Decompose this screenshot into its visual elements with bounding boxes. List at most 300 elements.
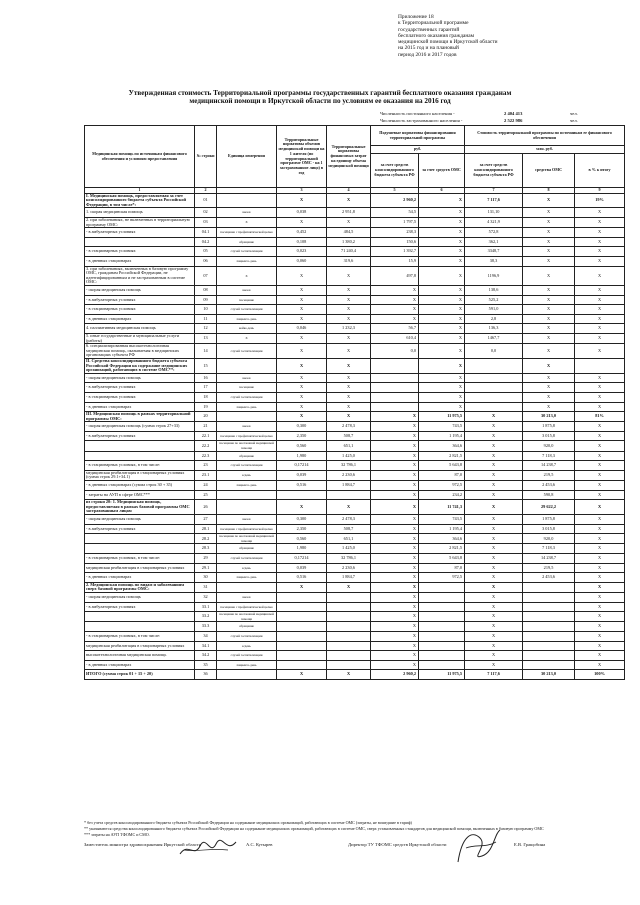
row-volume-norm [277,602,327,612]
row-oms-cost [523,641,575,651]
header-unit: Единица измерения [217,126,277,188]
row-budget-per-capita: 150,6 [371,237,419,247]
row-cost-norm: 508,7 [327,524,371,534]
row-budget-cost: 525,2 [465,295,523,305]
row-budget-per-capita: Х [371,534,419,544]
insured-population-unit: чел. [570,117,578,123]
row-name: - в стационарных условиях [85,305,195,315]
row-name [85,612,195,622]
row-number: 33.1 [195,602,217,612]
row-name: 1. скорая медицинская помощь [85,208,195,218]
row-unit [217,582,277,592]
row-number: 22.3 [195,451,217,461]
row-volume-norm: Х [277,314,327,324]
row-oms-per-capita: 234,2 [419,490,465,500]
row-oms-per-capita [419,602,465,612]
row-volume-norm: Х [277,295,327,305]
row-name: - в дневных стационарах [85,257,195,267]
row-number: 08 [195,286,217,296]
row-oms-per-capita: 743,5 [419,422,465,432]
row-volume-norm: Х [277,412,327,422]
row-number: 23.1 [195,470,217,480]
row-budget-per-capita: Х [371,500,419,515]
row-budget-per-capita: Х [371,612,419,622]
row-unit: обращение [217,451,277,461]
row-number: 05 [195,247,217,257]
row-unit: посещение с профилактической целью [217,228,277,238]
table-row [85,295,625,305]
row-number: 26 [195,500,217,515]
row-name: - скорая медицинская помощь [85,592,195,602]
row-number: 22.2 [195,441,217,451]
document-title [60,89,580,105]
column-number: 6 [419,188,465,194]
row-oms-cost [523,612,575,622]
row-volume-norm: 0,17214 [277,461,327,471]
row-cost-norm: Х [327,193,371,208]
row-cost-norm: Х [327,373,371,383]
row-cost-norm: 651,1 [327,441,371,451]
row-oms-per-capita: Х [419,193,465,208]
row-unit: обращение [217,622,277,632]
row-cost-norm: Х [327,218,371,228]
table-row [85,358,625,373]
row-oms-per-capita: Х [419,257,465,267]
table-row [85,218,625,228]
row-budget-cost: 572,8 [465,228,523,238]
row-budget-cost [465,402,523,412]
row-percent: Х [575,324,625,334]
row-volume-norm: 0,038 [277,208,327,218]
row-unit: вызов [217,286,277,296]
row-cost-norm: Х [327,412,371,422]
table-row [85,544,625,554]
table-row [85,286,625,296]
row-cost-norm: Х [327,670,371,680]
row-unit: Х [217,266,277,285]
row-oms-cost: 14 238,7 [523,553,575,563]
row-oms-per-capita [419,651,465,661]
table-row [85,573,625,583]
row-oms-per-capita: Х [419,324,465,334]
row-oms-cost: Х [523,314,575,324]
row-name: - в дневных стационарах [85,314,195,324]
table-row [85,193,625,208]
row-unit: пациенто-день [217,314,277,324]
row-budget-cost: 3348,7 [465,247,523,257]
row-budget-cost: Х [465,612,523,622]
row-volume-norm: Х [277,358,327,373]
row-budget-per-capita: Х [371,631,419,641]
row-oms-per-capita: Х [419,373,465,383]
row-budget-cost: 591,0 [465,305,523,315]
row-oms-per-capita: 364,6 [419,534,465,544]
row-name [85,441,195,451]
row-unit: посещение по неотложной медицинской помощи [217,534,277,544]
row-cost-norm: 1 884,7 [327,573,371,583]
row-cost-norm: Х [327,314,371,324]
row-budget-per-capita: 497,8 [371,266,419,285]
row-percent: Х [575,573,625,583]
row-cost-norm: 2 478,3 [327,515,371,525]
row-volume-norm [277,641,327,651]
table-row [85,412,625,422]
row-cost-norm [327,592,371,602]
row-unit: посещение [217,295,277,305]
row-cost-norm: 319,6 [327,257,371,267]
row-unit: вызов [217,592,277,602]
row-name: медицинская реабилитация в стационарных условиях [85,563,195,573]
row-volume-norm: Х [277,344,327,359]
header-row-number: № строки [195,126,217,188]
row-oms-per-capita: 87,0 [419,470,465,480]
row-cost-norm: 2 230,6 [327,563,371,573]
row-number: 04.1 [195,228,217,238]
row-percent: Х [575,631,625,641]
row-unit: вызов [217,422,277,432]
row-budget-per-capita: Х [371,660,419,670]
header-budget-cost: за счет средств консолидированного бюджета субъекта РФ [465,154,523,188]
row-percent: Х [575,515,625,525]
row-number: 06 [195,257,217,267]
table-row [85,470,625,480]
row-cost-norm: Х [327,392,371,402]
table-row [85,383,625,393]
row-oms-cost: Х [523,286,575,296]
row-volume-norm: 0,17214 [277,553,327,563]
row-name: из строки 20: 1. Медицинская помощь, предоставляемая в рамках базовой программы ОМС застрахованным лицам [85,500,195,515]
row-name: - в амбулаторных условиях [85,524,195,534]
table-row [85,592,625,602]
row-percent: 19% [575,193,625,208]
table-row [85,553,625,563]
row-volume-norm: 0,516 [277,573,327,583]
title-line: медицинской помощи в Иркутской области по условиям ее оказания на 2016 год [189,97,451,106]
insured-population-value: 2 522 986 [504,117,523,123]
row-number: 22.1 [195,431,217,441]
title-line: Утвержденная стоимость Территориальной программы государственных гарантий бесплатного оказания гражданам [128,89,512,97]
row-name: - скорая медицинская помощь [85,286,195,296]
row-budget-cost: 7 117,6 [465,670,523,680]
row-volume-norm [277,622,327,632]
row-unit [217,490,277,500]
row-cost-norm: 71 240,4 [327,247,371,257]
row-name: 5. иные государственные и муниципальные услуги (работы) [85,333,195,343]
table-row [85,257,625,267]
row-budget-per-capita: Х [371,651,419,661]
row-budget-cost: Х [465,412,523,422]
row-oms-cost [523,651,575,661]
row-budget-cost: 38,3 [465,257,523,267]
row-budget-cost: Х [465,431,523,441]
row-cost-norm: 2 951,8 [327,208,371,218]
row-percent: Х [575,305,625,315]
row-unit: посещение по неотложной медицинской помощи [217,441,277,451]
row-cost-norm: Х [327,500,371,515]
row-budget-per-capita: Х [371,515,419,525]
program-cost-table [84,125,625,680]
row-number: 20 [195,412,217,422]
population-value: 2 404 413 [504,111,523,116]
row-cost-norm: 1 884,7 [327,481,371,491]
row-oms-per-capita [419,622,465,632]
table-row [85,670,625,680]
row-unit: вызов [217,373,277,383]
row-budget-cost: 2,8 [465,314,523,324]
row-number: 07 [195,266,217,285]
signatory-left-name: А.С. Кутырев [246,842,273,847]
row-name: - в амбулаторных условиях [85,295,195,305]
row-name: - в амбулаторных условиях [85,383,195,393]
footnotes [84,820,624,837]
row-budget-cost: Х [465,500,523,515]
row-volume-norm: 1,980 [277,544,327,554]
row-oms-cost [523,631,575,641]
row-volume-norm: 0,060 [277,257,327,267]
row-oms-cost: Х [523,228,575,238]
row-oms-cost: 29 622,2 [523,500,575,515]
header-percent: в % к итогу [575,154,625,188]
row-cost-norm: Х [327,402,371,412]
row-volume-norm: Х [277,286,327,296]
row-volume-norm: Х [277,266,327,285]
row-oms-cost: Х [523,373,575,383]
row-budget-cost: Х [465,544,523,554]
row-number: 19 [195,402,217,412]
row-oms-cost: 219,5 [523,470,575,480]
row-oms-per-capita: 11 975,5 [419,670,465,680]
row-budget-per-capita: 2 960,2 [371,193,419,208]
row-unit: к/день [217,470,277,480]
row-volume-norm: Х [277,670,327,680]
table-row [85,441,625,451]
row-unit: посещение [217,383,277,393]
row-volume-norm: Х [277,218,327,228]
row-budget-cost: Х [465,563,523,573]
row-unit: случай госпитализации [217,344,277,359]
row-number: 34 [195,631,217,641]
row-unit: случай госпитализации [217,631,277,641]
row-name: - в стационарных условиях [85,247,195,257]
column-number: 4 [327,188,371,194]
row-cost-norm: 1 425,0 [327,451,371,461]
table-row [85,651,625,661]
row-unit: пациенто-день [217,573,277,583]
row-volume-norm: Х [277,305,327,315]
row-percent: Х [575,286,625,296]
row-unit: обращение [217,544,277,554]
row-oms-cost [523,602,575,612]
row-oms-per-capita: Х [419,266,465,285]
row-number: 34.2 [195,651,217,661]
row-budget-cost [465,392,523,402]
row-budget-cost: 7 117,6 [465,193,523,208]
row-oms-cost: Х [523,257,575,267]
row-oms-cost: Х [523,247,575,257]
row-percent: Х [575,641,625,651]
row-cost-norm: 2 478,3 [327,422,371,432]
row-unit: вызов [217,208,277,218]
row-budget-per-capita: Х [371,582,419,592]
row-oms-per-capita: Х [419,402,465,412]
column-number: 7 [465,188,523,194]
row-name [85,544,195,554]
table-row [85,524,625,534]
row-oms-cost: 30 213,0 [523,412,575,422]
row-volume-norm: 0,560 [277,441,327,451]
row-volume-norm: 2,350 [277,431,327,441]
row-oms-cost: Х [523,324,575,334]
row-budget-per-capita: 1 392,7 [371,247,419,257]
row-percent: Х [575,441,625,451]
signatory-right-name: Е.В. Гращобина [514,842,546,847]
row-volume-norm [277,490,327,500]
row-unit: случай госпитализации [217,651,277,661]
signatory-left-title: Заместитель министра здравоохранения Иркутской области [84,842,202,847]
row-oms-per-capita: 364,6 [419,441,465,451]
row-name [85,451,195,461]
row-percent: 100% [575,670,625,680]
row-unit: койко-день [217,324,277,334]
appendix-line: государственных гарантий [398,26,460,33]
row-volume-norm: Х [277,582,327,592]
row-cost-norm: 508,7 [327,431,371,441]
row-name: - в стационарных условиях, в том числе: [85,631,195,641]
row-budget-cost: 0,0 [465,344,523,359]
row-cost-norm: 32 786,1 [327,553,371,563]
row-cost-norm [327,612,371,622]
row-budget-per-capita: 15,9 [371,257,419,267]
row-unit: случай госпитализации [217,553,277,563]
row-oms-per-capita: 2 821,5 [419,451,465,461]
table-row [85,305,625,315]
row-name: 4. паллиативная медицинская помощь [85,324,195,334]
row-name: - в амбулаторных условиях [85,431,195,441]
row-budget-per-capita [371,373,419,383]
row-budget-per-capita: Х [371,314,419,324]
row-name: - в амбулаторных условиях [85,602,195,612]
row-percent [575,358,625,373]
row-percent: Х [575,490,625,500]
row-budget-per-capita: 1 797,5 [371,218,419,228]
row-oms-cost: 2 453,6 [523,481,575,491]
row-percent: Х [575,660,625,670]
row-name: - в стационарных условиях, в том числе: [85,461,195,471]
appendix-line: к Территориальной программе [398,20,469,27]
row-percent: Х [575,563,625,573]
row-number: 34.1 [195,641,217,651]
row-unit: пациенто-день [217,660,277,670]
row-budget-per-capita: Х [371,451,419,461]
row-name [85,237,195,247]
row-budget-cost: Х [465,515,523,525]
row-number: 13 [195,333,217,343]
population-label: Численность постоянного населения - [380,111,455,116]
row-oms-cost: Х [523,218,575,228]
row-percent: Х [575,422,625,432]
row-budget-per-capita: 0,0 [371,344,419,359]
appendix-line: период 2016 и 2017 годов [398,51,457,58]
row-cost-norm: Х [327,582,371,592]
row-budget-per-capita: Х [371,524,419,534]
row-number: 23 [195,461,217,471]
row-volume-norm: Х [277,193,327,208]
row-name: ИТОГО (сумма строк 01 + 15 + 20) [85,670,195,680]
table-row [85,500,625,515]
row-budget-per-capita: 54,5 [371,208,419,218]
row-number: 32 [195,592,217,602]
row-unit [217,358,277,373]
row-number: 17 [195,383,217,393]
row-oms-per-capita: 2 821,5 [419,544,465,554]
row-oms-per-capita: 972,5 [419,573,465,583]
column-number: 3 [277,188,327,194]
row-number: 02 [195,208,217,218]
row-percent: Х [575,582,625,592]
row-oms-cost: Х [523,392,575,402]
row-name [85,534,195,544]
row-unit: к/день [217,641,277,651]
row-budget-per-capita: Х [371,461,419,471]
row-volume-norm: 1,980 [277,451,327,461]
row-budget-cost: 1196,9 [465,266,523,285]
row-budget-per-capita: Х [371,622,419,632]
row-number: 27 [195,515,217,525]
row-oms-cost: 3 015,8 [523,524,575,534]
row-budget-per-capita: Х [371,573,419,583]
row-cost-norm [327,641,371,651]
row-oms-cost: 590,8 [523,490,575,500]
table-row [85,641,625,651]
row-budget-cost: Х [465,592,523,602]
row-budget-cost: 362,1 [465,237,523,247]
row-unit: посещение с профилактической целью [217,524,277,534]
row-cost-norm: 484,5 [327,228,371,238]
row-budget-per-capita: Х [371,602,419,612]
row-volume-norm [277,612,327,622]
row-budget-cost: Х [465,660,523,670]
row-oms-cost: Х [523,344,575,359]
row-budget-cost: Х [465,451,523,461]
row-budget-cost: 1467,7 [465,333,523,343]
row-cost-norm: Х [327,295,371,305]
row-name: медицинская реабилитация в стационарных условиях (сумма строк 29.1+34.1) [85,470,195,480]
row-oms-per-capita: 1 195,4 [419,524,465,534]
row-oms-cost [523,592,575,602]
row-number: 14 [195,344,217,359]
row-volume-norm: Х [277,392,327,402]
row-oms-cost: 219,5 [523,563,575,573]
row-unit [217,193,277,208]
row-volume-norm: 0,300 [277,515,327,525]
row-oms-per-capita: Х [419,344,465,359]
row-name: - в дневных стационарах [85,402,195,412]
row-oms-cost: 30 213,0 [523,670,575,680]
row-budget-per-capita: 238,3 [371,228,419,238]
column-number: 8 [523,188,575,194]
row-percent: Х [575,612,625,622]
table-row [85,392,625,402]
signatory-right-title: Директор ТУ ТФОМС средств Иркутской области [348,842,447,847]
row-oms-cost: Х [523,193,575,208]
table-row [85,660,625,670]
row-number: 30 [195,573,217,583]
row-unit: посещение с профилактической целью [217,431,277,441]
row-unit: вызов [217,515,277,525]
row-budget-cost: Х [465,602,523,612]
row-oms-cost: 1 875,8 [523,515,575,525]
row-budget-per-capita [371,392,419,402]
